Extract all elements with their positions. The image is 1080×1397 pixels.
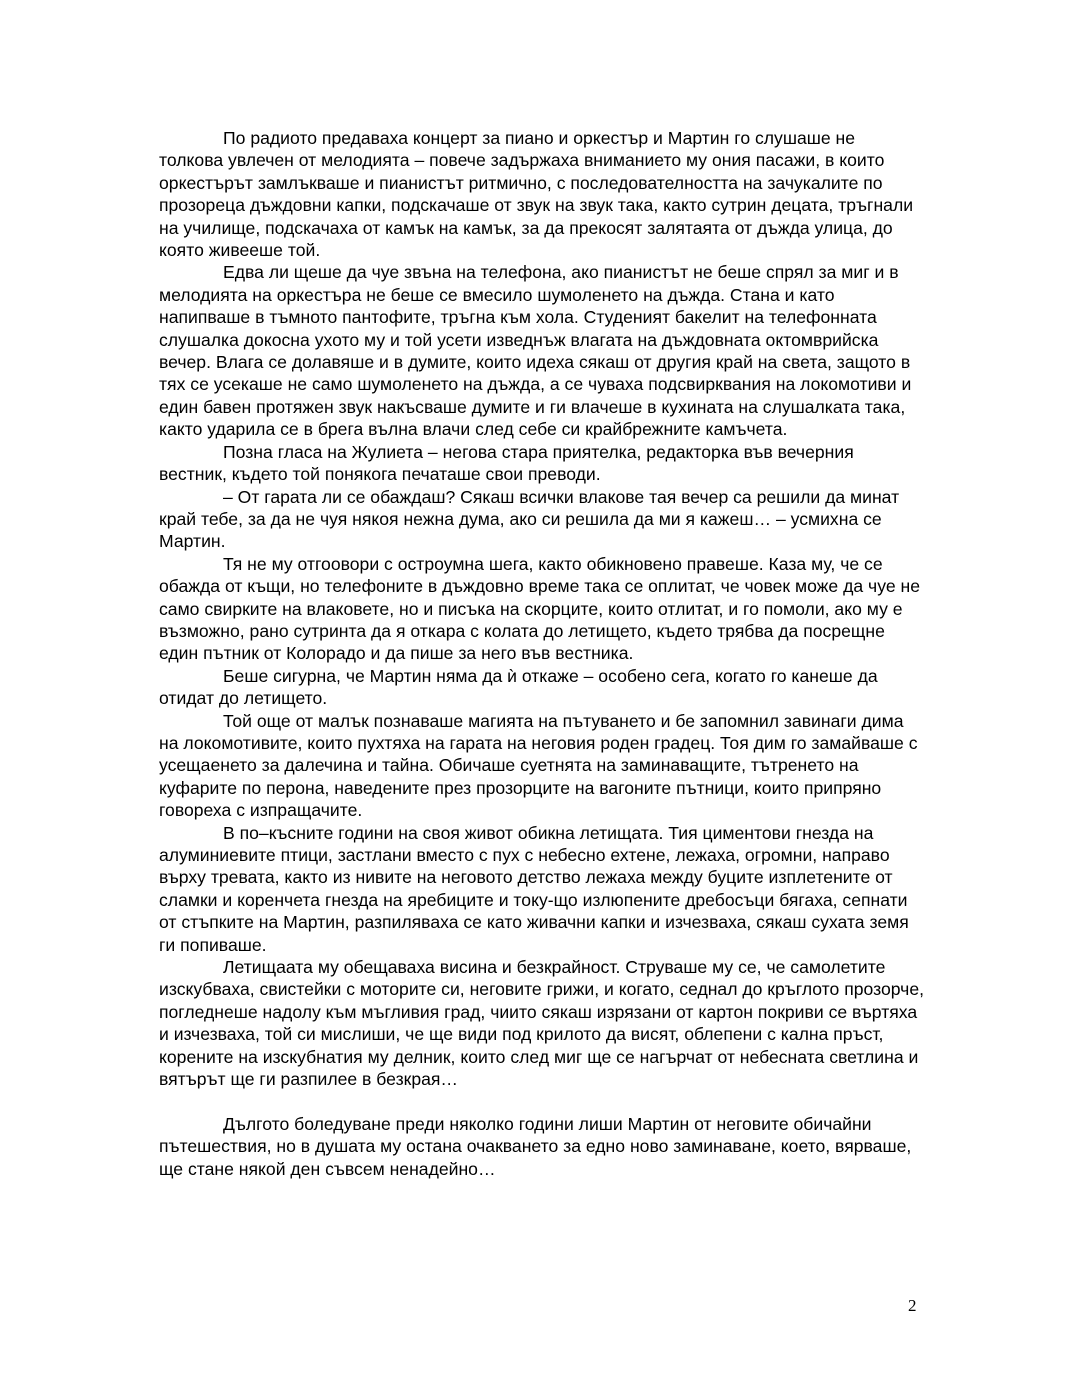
paragraph-1: По радиото предаваха концерт за пиано и оркестър и Мартин го слушаше не толкова увлечен от мелодията – повече задържаха вниманието му ония пасажи, в които оркестърът замлъкваше и пианистът ритмично, с последователността на зачукалите по прозореца дъждовни капки, подскачаше от звук на звук така, както сутрин децата, тръгнали на училище, подскачаха от камък на камък, за да прекосят залятаята от дъжда улица, до която живееше той. [159, 128, 914, 261]
paragraph-10: Дългото боледуване преди няколко години лиши Мартин от неговите обичайни пътешествия, но в душата му остана очакването за едно ново заминаване, което, вярваше, ще стане някой ден съвсем ненадейно… [159, 1113, 912, 1179]
paragraph-6: Беше сигурна, че Мартин няма да ѝ откаже – особено сега, когато го канеше да отидат до летището. [159, 665, 878, 709]
paragraph-5: Тя не му отгоовори с остроумна шега, както обикновено правеше. Каза му, че се обажда от къщи, но телефоните в дъждовно време така се оплитат, че човек може да чуе не само свирките на влаковете, но и писъка на скорците, които отлитат, и го помоли, ако му е възможно, рано сутринта да я откара с колата до летището, където трябва да посрещне един пътник от Колорадо и да пише за него във вестника. [159, 553, 920, 664]
document-body [159, 127, 924, 1180]
page-number: 2 [908, 1296, 917, 1315]
paragraph-7: Той още от малък познаваше магията на пътуването и бе запомнил завинаги дима на локомотивите, които пухтяха на гарата на неговия роден градец. Тоя дим го замайваше с усещаенето за далечина и тайна. Обичаше суетнята на заминаващите, тътренето на куфарите по перона, наведените през прозорците на вагоните пътници, които припряно говореха с изпращачите. [159, 710, 918, 821]
paragraph-4: – От гарата ли се обаждаш? Сякаш всички влакове тая вечер са решили да минат край тебе, за да не чуя някоя нежна дума, ако си решила да ми я кажеш… – усмихна се Мартин. [159, 486, 900, 552]
paragraph-2: Едва ли щеше да чуе звъна на телефона, ако пианистът не беше спрял за миг и в мелодията на оркестъра не беше се вмесило шумоленето на дъжда. Стана и като напипваше в тъмното пантофите, тръгна към хола. Студеният бакелит на телефонната слушалка докосна ухото му и той усети изведнъж влагата на дъждовната октомврийска вечер. Влага се долавяше и в думите, които идеха сякаш от другия край на света, защото в тях се усекаше не само шумоленето на дъжда, а се чуваха подсвирквания на локомотиви и един бавен протяжен звук накъсваше думите и ги влачеше в кухината на слушалката така, както ударила се в брега вълна влачи след себе си крайбрежните камъчета. [159, 262, 912, 440]
paragraph-3: Позна гласа на Жулиета – негова стара приятелка, редакторка във вечерния вестник, където той понякога печаташе свои преводи. [159, 441, 854, 485]
paragraph-9: Летищаата му обещаваха висина и безкрайност. Струваше му се, че самолетите изскубваха, свистейки с моторите си, неговите грижи, и когато, седнал до кръглото прозорче, погледнеше надолу към мъгливия град, чиито сякаш изрязани от картон покриви се въртяха и изчезваха, той си мислиши, че ще види под крилото да висят, облепени с кална пръст, корените на изскубнатия му делник, които след миг ще се нагърчат от небесната светлина и вятърът ще ги разпилее в безкрая… [159, 957, 925, 1090]
paragraph-8: В по–късните години на своя живот обикна летищата. Тия циментови гнезда на алуминиевите птици, застлани вместо с пух с небесно ехтене, лежаха, огромни, направо върху тревата, както из нивите на неговото детство лежаха между буците изплетените от сламки и коренчета гнезда на яребиците и току-що излюпените дребосъци бягаха, сепнати от стъпките на Мартин, разпиляваха се като живачни капки и изчезваха, сякаш сухата земя ги попиваше. [159, 822, 909, 955]
